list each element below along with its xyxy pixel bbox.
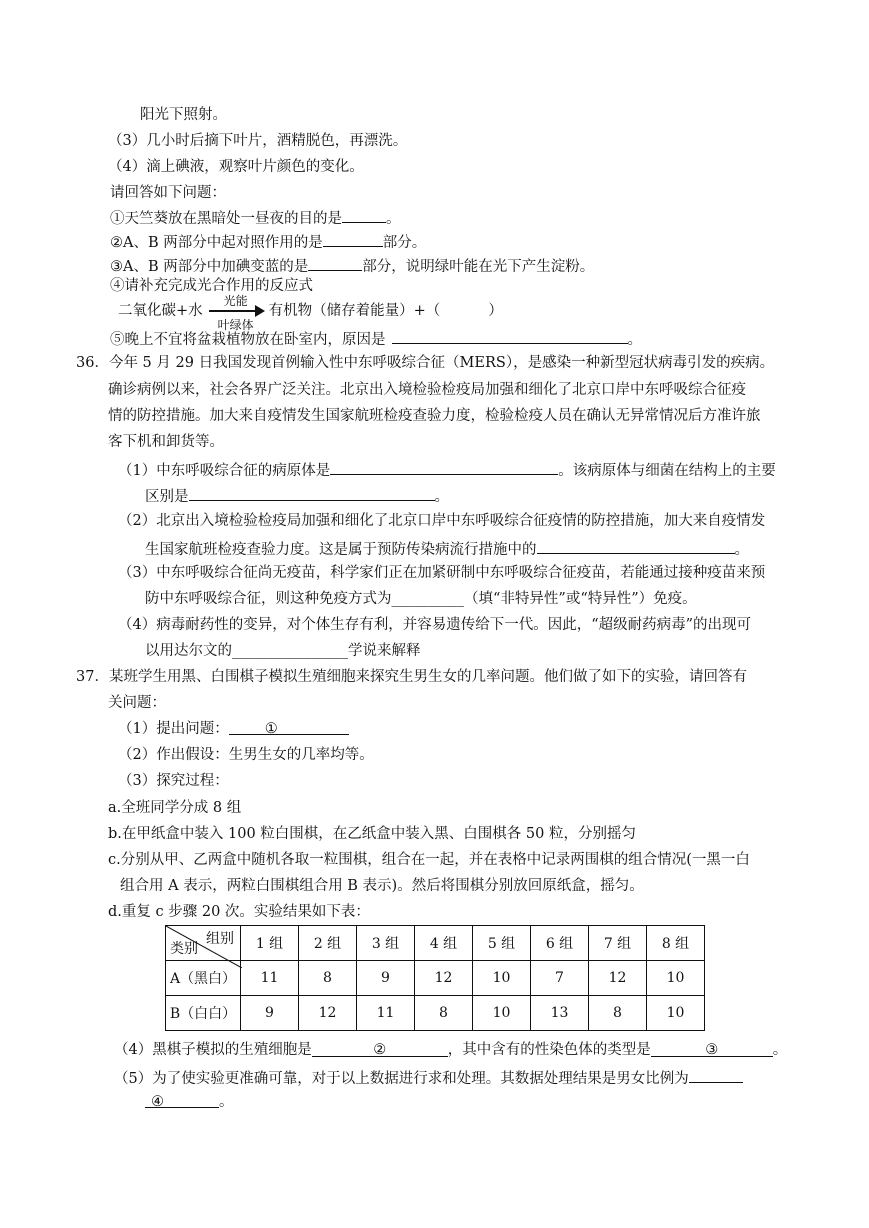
table-cell: 10: [647, 996, 705, 1031]
table-cell: 11: [241, 961, 299, 996]
answer-blank[interactable]: [330, 458, 558, 475]
blank-marker: ②: [373, 1042, 387, 1058]
question-line: [118, 458, 776, 481]
question-text: ，其中含有的性染色体的类型是: [447, 1042, 651, 1058]
question-text: 区别是: [145, 489, 189, 505]
question-text: （4）黑棋子模拟的生殖细胞是: [114, 1042, 312, 1058]
question-line: （3）探究过程：: [118, 773, 229, 789]
table-header-cell: 3 组: [357, 926, 415, 961]
punctuation: 。: [772, 1042, 788, 1058]
question-line: [145, 484, 449, 507]
question-line: （3）中东呼吸综合征尚无疫苗，科学家们正在加紧研制中东呼吸综合征疫苗，若能通过接种疫苗来预: [118, 565, 766, 581]
question-37-stem: 37．某班学生用黑、白围棋子模拟生殖细胞来探究生男生女的几率问题。他们做了如下的实验，请回答有: [76, 669, 747, 685]
blank-marker: ④: [151, 1094, 164, 1110]
results-table: [165, 925, 705, 1031]
table-cell: 10: [473, 961, 531, 996]
table-header-cell: 8 组: [647, 926, 705, 961]
answer-blank[interactable]: [689, 1066, 743, 1083]
question-37-stem: 关问题：: [108, 695, 166, 711]
question-line: 防中东呼吸综合征，则这种免疫方式为__________（填“非特异性”或“特异性”）免疫。: [145, 591, 697, 607]
table-header-cell: 5 组: [473, 926, 531, 961]
question-text: 部分。: [382, 235, 427, 251]
text-line: （4）滴上碘液，观察叶片颜色的变化。: [108, 159, 364, 175]
answer-blank[interactable]: [229, 719, 349, 735]
table-cell: 7: [531, 961, 589, 996]
question-line: [145, 1092, 234, 1112]
question-line: [110, 254, 594, 277]
table-cell: 13: [531, 996, 589, 1031]
row-heading: 类别: [170, 941, 198, 957]
reaction-arrow: [207, 294, 265, 332]
question-text: ③A、B 两部分中加碘变蓝的是: [110, 259, 309, 275]
reaction-equation: [118, 294, 503, 332]
table-cell: 11: [357, 996, 415, 1031]
table-row-label: B（白白）: [166, 996, 241, 1031]
question-text: （1）中东呼吸综合征的病原体是: [118, 463, 331, 479]
table-corner-cell: [166, 926, 241, 961]
question-text: （5）为了使实验更准确可靠，对于以上数据进行求和处理。其数据处理结果是男女比例为: [114, 1071, 689, 1087]
table-cell: 8: [299, 961, 357, 996]
table-cell: 8: [415, 996, 473, 1031]
table-header-cell: 4 组: [415, 926, 473, 961]
answer-blank[interactable]: [651, 1040, 773, 1057]
answer-blank[interactable]: [308, 254, 362, 271]
table-cell: 12: [299, 996, 357, 1031]
arrow-condition-top: 光能: [223, 294, 248, 308]
question-text: 生国家航班检疫查验力度。这是属于预防传染病流行措施中的: [145, 542, 537, 558]
punctuation: 。: [219, 1094, 234, 1110]
table-row-label: A（黑白）: [166, 961, 241, 996]
answer-blank[interactable]: [392, 327, 628, 344]
text-line: 阳光下照射。: [140, 107, 227, 123]
blank-marker: ③: [705, 1042, 719, 1058]
table-cell: 9: [357, 961, 415, 996]
question-36-stem: 确诊病例以来，社会各界广泛关注。北京出入境检验检疫局加强和细化了北京口岸中东呼吸综合征疫: [108, 382, 746, 398]
table-cell: 12: [415, 961, 473, 996]
column-heading: 组别: [206, 931, 234, 947]
equation-reactants: 二氧化碳+水: [118, 303, 203, 319]
equation-products: 有机物（储存着能量）+（: [268, 303, 441, 319]
question-line: [114, 1040, 787, 1060]
procedure-step: b.在甲纸盒中装入 100 粒白围棋，在乙纸盒中装入黑、白围棋各 50 粒，分别摇匀: [108, 826, 636, 842]
question-text: （1）提出问题：: [118, 721, 229, 737]
table-header-row: [166, 926, 705, 961]
procedure-step: a.全班同学分成 8 组: [108, 800, 242, 816]
question-36-stem: 客下机和卸货等。: [108, 434, 224, 450]
table-header-cell: 7 组: [589, 926, 647, 961]
question-line: [118, 719, 349, 739]
question-line: [110, 327, 642, 350]
table-cell: 12: [589, 961, 647, 996]
table-cell: 10: [647, 961, 705, 996]
answer-blank[interactable]: [537, 537, 735, 554]
question-line: （4）病毒耐药性的变异，对个体生存有利，并容易遗传给下一代。因此，“超级耐药病毒”的出现可: [118, 617, 752, 633]
table-header-cell: 2 组: [299, 926, 357, 961]
question-line: [114, 1066, 743, 1089]
text-line: 请回答如下问题：: [110, 185, 226, 201]
procedure-step: 组合用 A 表示，两粒白围棋组合用 B 表示)。然后将围棋分别放回原纸盒，摇匀。: [120, 878, 644, 894]
arrow-condition-bottom: 叶绿体: [217, 318, 254, 332]
table-cell: 8: [589, 996, 647, 1031]
question-text: ②A、B 两部分中起对照作用的是: [110, 235, 323, 251]
question-text: ①天竺葵放在黑暗处一昼夜的目的是: [110, 211, 342, 227]
question-line: （2）北京出入境检验检疫局加强和细化了北京口岸中东呼吸综合征疫情的防控措施，加大来自疫情发: [118, 513, 766, 529]
table-row: [166, 996, 705, 1031]
text-line: （3）几小时后摘下叶片，酒精脱色，再漂洗。: [108, 133, 408, 149]
question-line: ④请补充完成光合作用的反应式: [110, 278, 313, 294]
question-text: 部分，说明绿叶能在光下产生淀粉。: [362, 259, 595, 275]
answer-blank[interactable]: [323, 230, 383, 247]
question-line: [110, 230, 426, 253]
answer-blank[interactable]: [312, 1040, 448, 1057]
punctuation: 。: [734, 542, 749, 558]
punctuation: 。: [627, 332, 642, 348]
question-line: （2）作出假设：生男生女的几率均等。: [118, 747, 374, 763]
blank-marker: ①: [264, 721, 278, 737]
table-cell: 9: [241, 996, 299, 1031]
table-cell: 10: [473, 996, 531, 1031]
answer-blank[interactable]: [145, 1092, 219, 1108]
table-header-cell: 1 组: [241, 926, 299, 961]
procedure-step: c.分别从甲、乙两盒中随机各取一粒围棋，组合在一起，并在表格中记录两围棋的组合情况(一黑一白: [108, 852, 750, 868]
procedure-step: d.重复 c 步骤 20 次。实验结果如下表：: [108, 904, 370, 920]
table-header-cell: 6 组: [531, 926, 589, 961]
question-line: [110, 206, 401, 229]
answer-blank[interactable]: [189, 484, 435, 501]
question-36-stem: 情的防控措施。加大来自疫情发生国家航班检疫查验力度，检验检疫人员在确认无异常情况后方准许旅: [108, 408, 761, 424]
punctuation: ）: [488, 303, 503, 319]
answer-blank[interactable]: [342, 206, 386, 223]
question-text: 。该病原体与细菌在结构上的主要: [558, 463, 776, 479]
question-line: [145, 537, 749, 560]
punctuation: 。: [434, 489, 449, 505]
table-row: [166, 961, 705, 996]
question-36-stem: 36．今年 5 月 29 日我国发现首例输入性中东呼吸综合征（MERS），是感染一种新型冠状病毒引发的疾病。: [76, 355, 775, 371]
question-line: 以用达尔文的________________学说来解释: [145, 643, 421, 659]
question-text: ⑤晚上不宜将盆栽植物放在卧室内，原因是: [110, 332, 386, 348]
punctuation: 。: [386, 211, 401, 227]
